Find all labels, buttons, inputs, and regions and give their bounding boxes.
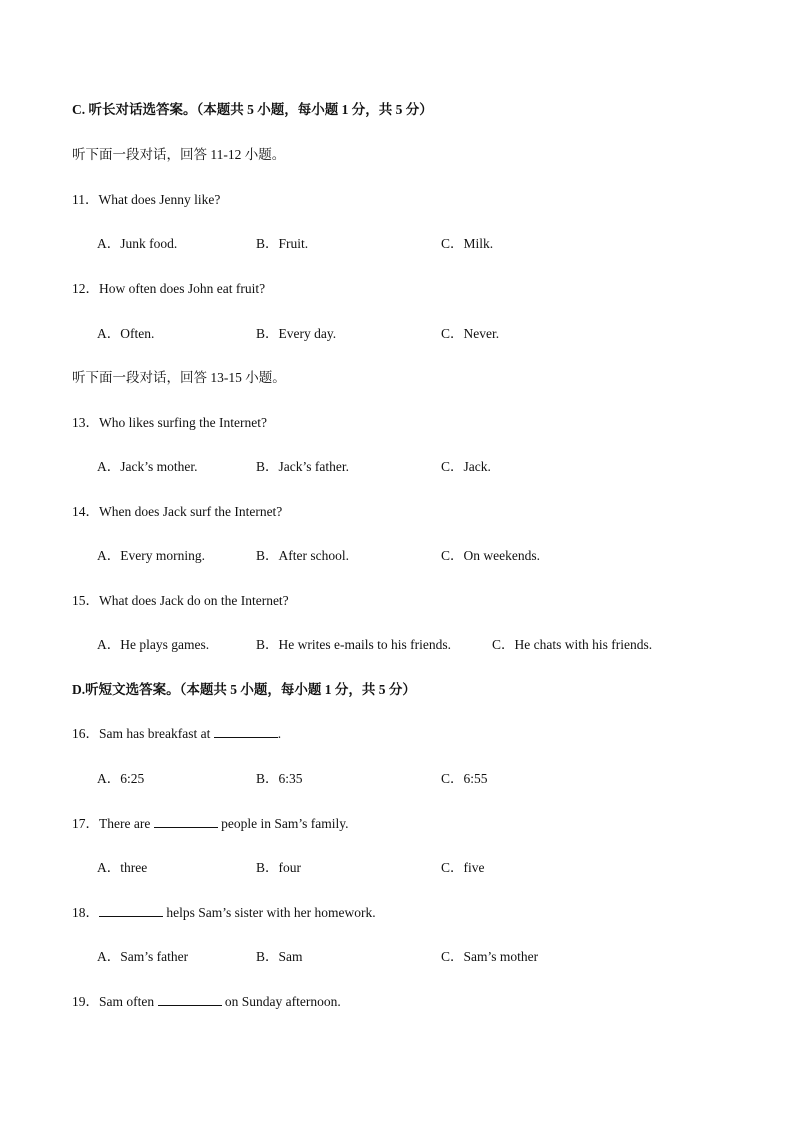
question-18	[72, 904, 376, 922]
option-13-c: C．Jack.	[441, 459, 491, 474]
option-15-a: A．He plays games.	[97, 637, 210, 652]
option-13-a: A．Jack’s mother.	[97, 459, 198, 474]
instruction-11-12: 听下面一段对话，回答 11-12 小题。	[72, 147, 286, 162]
question-13: 13．Who likes surfing the Internet?	[72, 415, 267, 430]
question-19	[72, 993, 341, 1011]
answer-blank	[214, 725, 278, 738]
question-17-end: people in Sam’s family.	[217, 816, 349, 831]
option-16-c: C．6:55	[441, 771, 488, 786]
answer-blank	[99, 904, 163, 917]
question-17	[72, 815, 348, 833]
question-19-text: 19．Sam often	[72, 994, 158, 1009]
section-c-title: C. 听长对话选答案。（本题共 5 小题，每小题 1 分，共 5 分）	[72, 102, 433, 117]
question-16-end: .	[277, 726, 282, 741]
answer-blank	[158, 993, 222, 1006]
section-d-title: D.听短文选答案。（本题共 5 小题，每小题 1 分，共 5 分）	[72, 682, 416, 697]
option-18-c: C．Sam’s mother	[441, 949, 539, 964]
option-15-b: B．He writes e-mails to his friends.	[256, 637, 451, 652]
option-12-c: C．Never.	[441, 326, 500, 341]
option-17-b: B．four	[256, 860, 301, 875]
option-15-c: C．He chats with his friends.	[492, 637, 653, 652]
option-17-a: A．three	[97, 860, 148, 875]
option-12-b: B．Every day.	[256, 326, 337, 341]
option-16-b: B．6:35	[256, 771, 303, 786]
question-12: 12．How often does John eat fruit?	[72, 281, 266, 296]
question-15: 15．What does Jack do on the Internet?	[72, 593, 289, 608]
option-16-a: A．6:25	[97, 771, 145, 786]
option-14-b: B．After school.	[256, 548, 349, 563]
option-13-b: B．Jack’s father.	[256, 459, 349, 474]
option-18-b: B．Sam	[256, 949, 303, 964]
option-11-c: C．Milk.	[441, 236, 494, 251]
option-12-a: A．Often.	[97, 326, 155, 341]
option-11-a: A．Junk food.	[97, 236, 178, 251]
question-18-end: helps Sam’s sister with her homework.	[163, 905, 376, 920]
question-17-text: 17．There are	[72, 816, 154, 831]
question-19-end: on Sunday afternoon.	[221, 994, 341, 1009]
answer-blank	[154, 815, 218, 828]
question-16	[72, 725, 281, 743]
option-14-c: C．On weekends.	[441, 548, 540, 563]
option-18-a: A．Sam’s father	[97, 949, 189, 964]
option-17-c: C．five	[441, 860, 485, 875]
option-14-a: A．Every morning.	[97, 548, 205, 563]
question-14: 14．When does Jack surf the Internet?	[72, 504, 283, 519]
question-16-text: 16．Sam has breakfast at	[72, 726, 214, 741]
question-18-text: 18．	[72, 905, 99, 920]
question-11: 11．What does Jenny like?	[72, 192, 221, 207]
option-11-b: B．Fruit.	[256, 236, 309, 251]
instruction-13-15: 听下面一段对话，回答 13-15 小题。	[72, 370, 286, 385]
